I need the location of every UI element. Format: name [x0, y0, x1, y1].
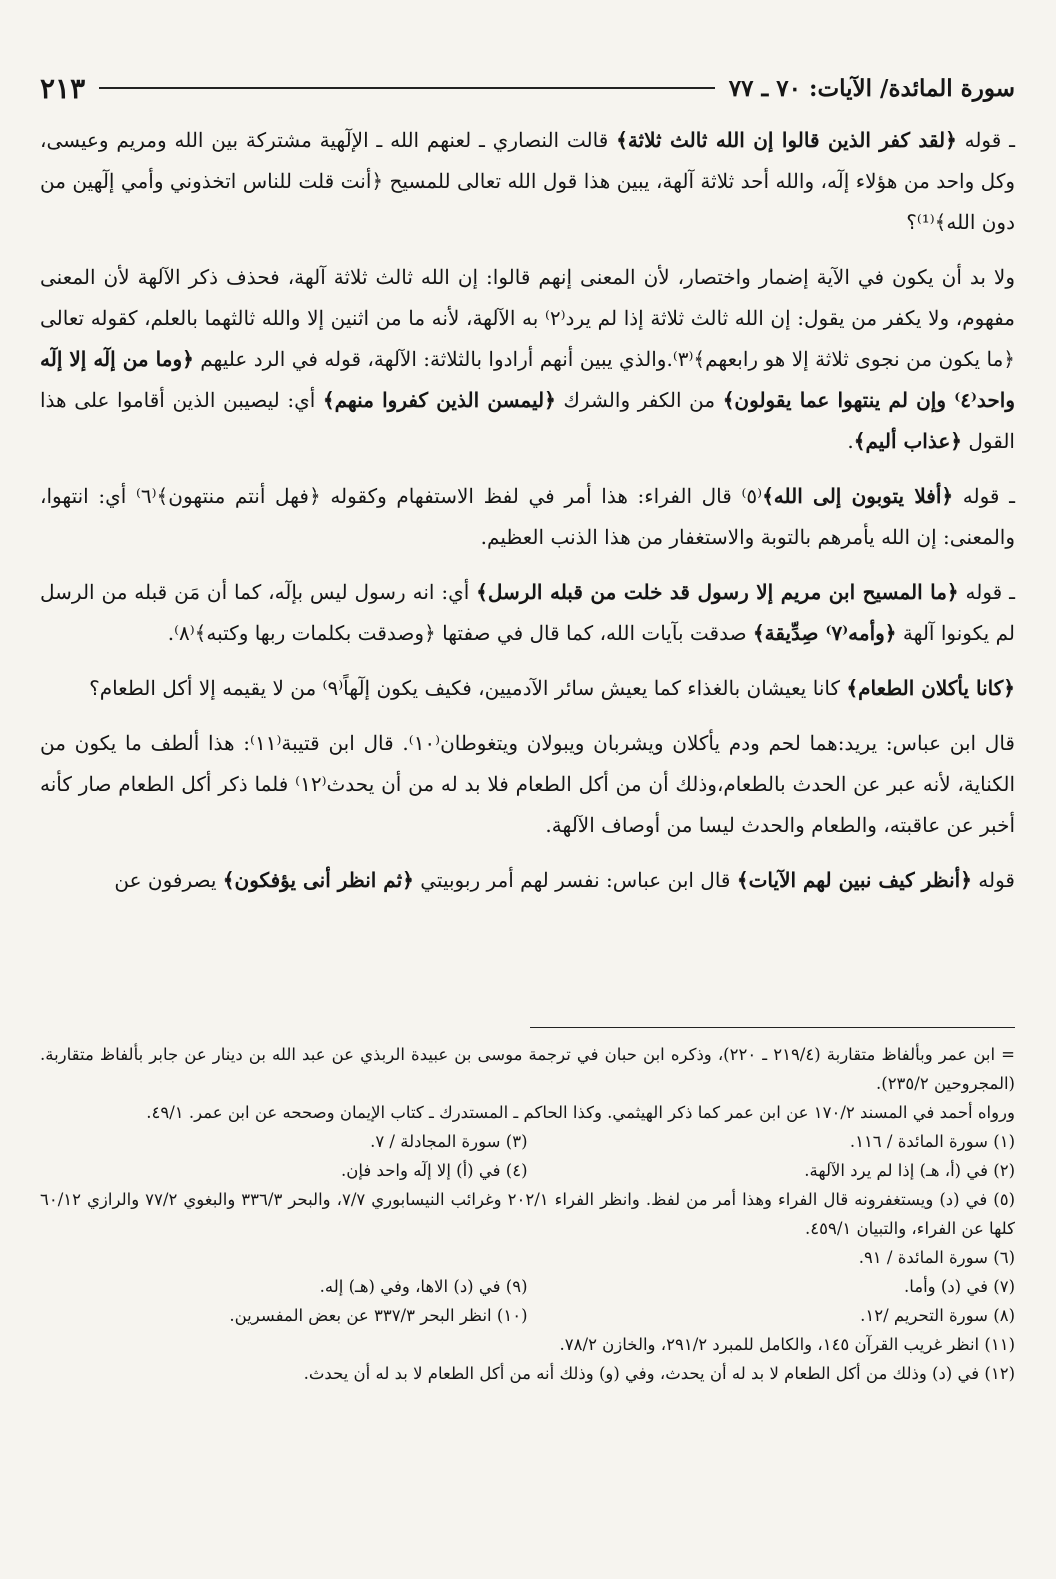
footnote-8: (٨) سورة التحريم /١٢. [860, 1306, 1015, 1325]
footnote-4: (٤) في (أ) إلا إلٓه واحد فإن. [341, 1161, 528, 1180]
paragraph-1 [40, 120, 1015, 243]
text-run: ـ قوله [953, 484, 1015, 508]
footnote-9: (٩) في (د) الاها، وفي (هـ) إله. [319, 1277, 528, 1296]
footnote-7: (٧) في (د) وأما. [903, 1277, 1015, 1296]
surah-title: سورة المائدة/ الآيات: ٧٠ ـ ٧٧ [728, 74, 1015, 102]
text-run: . [847, 429, 854, 453]
quran-quote: ﴿وما من إلٓه إلا إلٓه واحد⁽٤⁾ وإن لم ينتهوا عما يقولون﴾ [40, 347, 1015, 412]
quran-quote: ﴿كانا يأكلان الطعام﴾ [846, 676, 1015, 700]
text-run: قال ابن عباس: نفسر لهم أمر ربوبيتي [413, 868, 737, 892]
footnote-row [40, 1156, 1015, 1185]
quran-quote: ﴿أنظر كيف نبين لهم الآيات﴾ [736, 868, 972, 892]
paragraph-3 [40, 476, 1015, 558]
footnote-separator [530, 1027, 1015, 1028]
text-run: أي: انه رسول ليس بإلٓه، كما أن مَن قبله من الرسل لم يكونوا آلهة [40, 580, 1015, 645]
quran-quote: ﴿ليمسن الذين كفروا منهم﴾ [322, 388, 556, 412]
paragraph-7 [40, 860, 1015, 901]
footnote-continuation: ورواه أحمد في المسند ١٧٠/٢ عن ابن عمر كما ذكر الهيثمي. وكذا الحاكم ـ المستدرك ـ كتاب الإيمان وصححه عن ابن عمر. ٤٩/١. [146, 1103, 1015, 1122]
text-run: كانا يعيشان بالغذاء كما يعيش سائر الآدميين، فكيف يكون إلٓهاً⁽٩⁾ من لا يقيمه إلا أكل الطعام؟ [89, 676, 847, 700]
paragraph-6 [40, 723, 1015, 846]
quran-quote: ﴿ثم انظر أنى يؤفكون﴾ [222, 868, 414, 892]
footnote-5: (٥) في (د) ويستغفرونه قال الفراء وهذا أمر من لفظ. وانظر الفراء ٢٠٢/١ وغرائب النيسابوري ٧/٧، والبحر ٣٣٦/٣ والبغوي ٧٧/٢ والرازي ٦٠/١٢ كلها عن الفراء، والتبيان ٤٥٩/١. [40, 1190, 1015, 1238]
footnote-10: (١٠) انظر البحر ٣٣٧/٣ عن بعض المفسرين. [229, 1306, 528, 1325]
text-run: أي: ليصيبن الذين أقاموا على هذا القول [40, 388, 1015, 453]
text-run: من الكفر والشرك [555, 388, 723, 412]
quran-quote: ﴿لقد كفر الذين قالوا إن الله ثالث ثلاثة﴾ [616, 128, 957, 152]
running-header [40, 70, 1015, 106]
paragraph-4 [40, 572, 1015, 654]
footnote-row [40, 1301, 1015, 1330]
paragraph-5 [40, 668, 1015, 709]
quran-quote: ﴿وأمه⁽٧⁾ صِدِّيقة﴾ [752, 621, 897, 645]
header-rule [99, 87, 715, 89]
text-run: قال ابن عباس: يريد:هما لحم ودم يأكلان ويشربان ويبولان ويتغوطان⁽١٠⁾. قال ابن قتيبة⁽١١⁾: هذا ألطف ما يكون من الكناية، لأنه عبر عن الحدث بالطعام،وذلك أن من أكل الطعام فلا بد له من أن يحدث⁽١٢⁾ فلما ذكر أكل الطعام صار كأنه أخبر عن عاقبته، والطعام والحدث ليسا من أوصاف الآلهة. [40, 731, 1016, 837]
paragraph-2 [40, 257, 1015, 462]
footnote-row [40, 1127, 1015, 1156]
main-text [40, 120, 1015, 915]
text-run: قوله [971, 868, 1015, 892]
quran-quote: ﴿ما المسيح ابن مريم إلا رسول قد خلت من قبله الرسل﴾ [476, 580, 959, 604]
text-run: ـ قوله [958, 580, 1015, 604]
text-run: ⁽٥⁾ قال الفراء: هذا أمر في لفظ الاستفهام وكقوله ﴿فهل أنتم منتهون﴾⁽٦⁾ أي: انتهوا، والمعنى: إن الله يأمرهم بالتوبة والاستغفار من هذا الذنب العظيم. [40, 484, 1015, 549]
text-run: ـ قوله [956, 128, 1015, 152]
footnotes [40, 1040, 1015, 1388]
text-run: صدقت بآيات الله، كما قال في صفتها ﴿وصدقت بكلمات ربها وكتبه﴾⁽٨⁾. [167, 621, 753, 645]
page-number: ٢١٣ [40, 71, 86, 105]
book-page [40, 0, 1015, 1579]
footnote-continuation: = ابن عمر وبألفاظ متقاربة (٢١٩/٤ ـ ٢٢٠)، وذكره ابن حبان في ترجمة موسى بن عبيدة الربذي عن عبد الله بن دينار عن جابر بألفاظ متقاربة. (المجروحين ٢٣٥/٢). [40, 1045, 1015, 1093]
footnote-6: (٦) سورة المائدة / ٩١. [858, 1248, 1015, 1267]
quran-quote: ﴿عذاب أليم﴾ [853, 429, 962, 453]
footnote-11: (١١) انظر غريب القرآن ١٤٥، والكامل للمبرد ٢٩١/٢، والخازن ٧٨/٢. [559, 1335, 1015, 1354]
text-run: يصرفون عن [114, 868, 223, 892]
footnote-12: (١٢) في (د) وذلك من أكل الطعام لا بد له أن يحدث، وفي (و) وذلك أنه من أكل الطعام لا بد له أن يحدث. [303, 1364, 1015, 1383]
footnote-row [40, 1272, 1015, 1301]
footnote-3: (٣) سورة المجادلة / ٧. [370, 1132, 528, 1151]
text-run: قالت النصاري ـ لعنهم الله ـ الإلٓهية مشتركة بين الله ومريم وعيسى، وكل واحد من هؤلاء إلٓه، والله أحد ثلاثة آلهة، يبين هذا قول الله تعالى للمسيح ﴿أنت قلت للناس اتخذوني وأمي إلٓهين من دون الله﴾⁽¹⁾؟ [40, 128, 1015, 234]
quran-quote: ﴿أفلا يتوبون إلى الله﴾ [762, 484, 954, 508]
footnote-1: (١) سورة المائدة / ١١٦. [849, 1132, 1015, 1151]
footnote-2: (٢) في (أ، هـ) إذا لم يرد الآلهة. [804, 1161, 1015, 1180]
text-run: ولا بد أن يكون في الآية إضمار واختصار، لأن المعنى إنهم قالوا: إن الله ثالث ثلاثة آلهة، فحذف ذكر الآلهة لأن المعنى مفهوم، ولا يكفر من يقول: إن الله ثالث ثلاثة إذا لم يرد⁽٢⁾ به الآلهة، لأنه ما من اثنين إلا والله ثالثهما بالعلم، كقوله تعالى ﴿ما يكون من نجوى ثلاثة إلا هو رابعهم﴾⁽٣⁾.والذي يبين أنهم أرادوا بالثلاثة: الآلهة، قوله في الرد عليهم [40, 265, 1015, 371]
